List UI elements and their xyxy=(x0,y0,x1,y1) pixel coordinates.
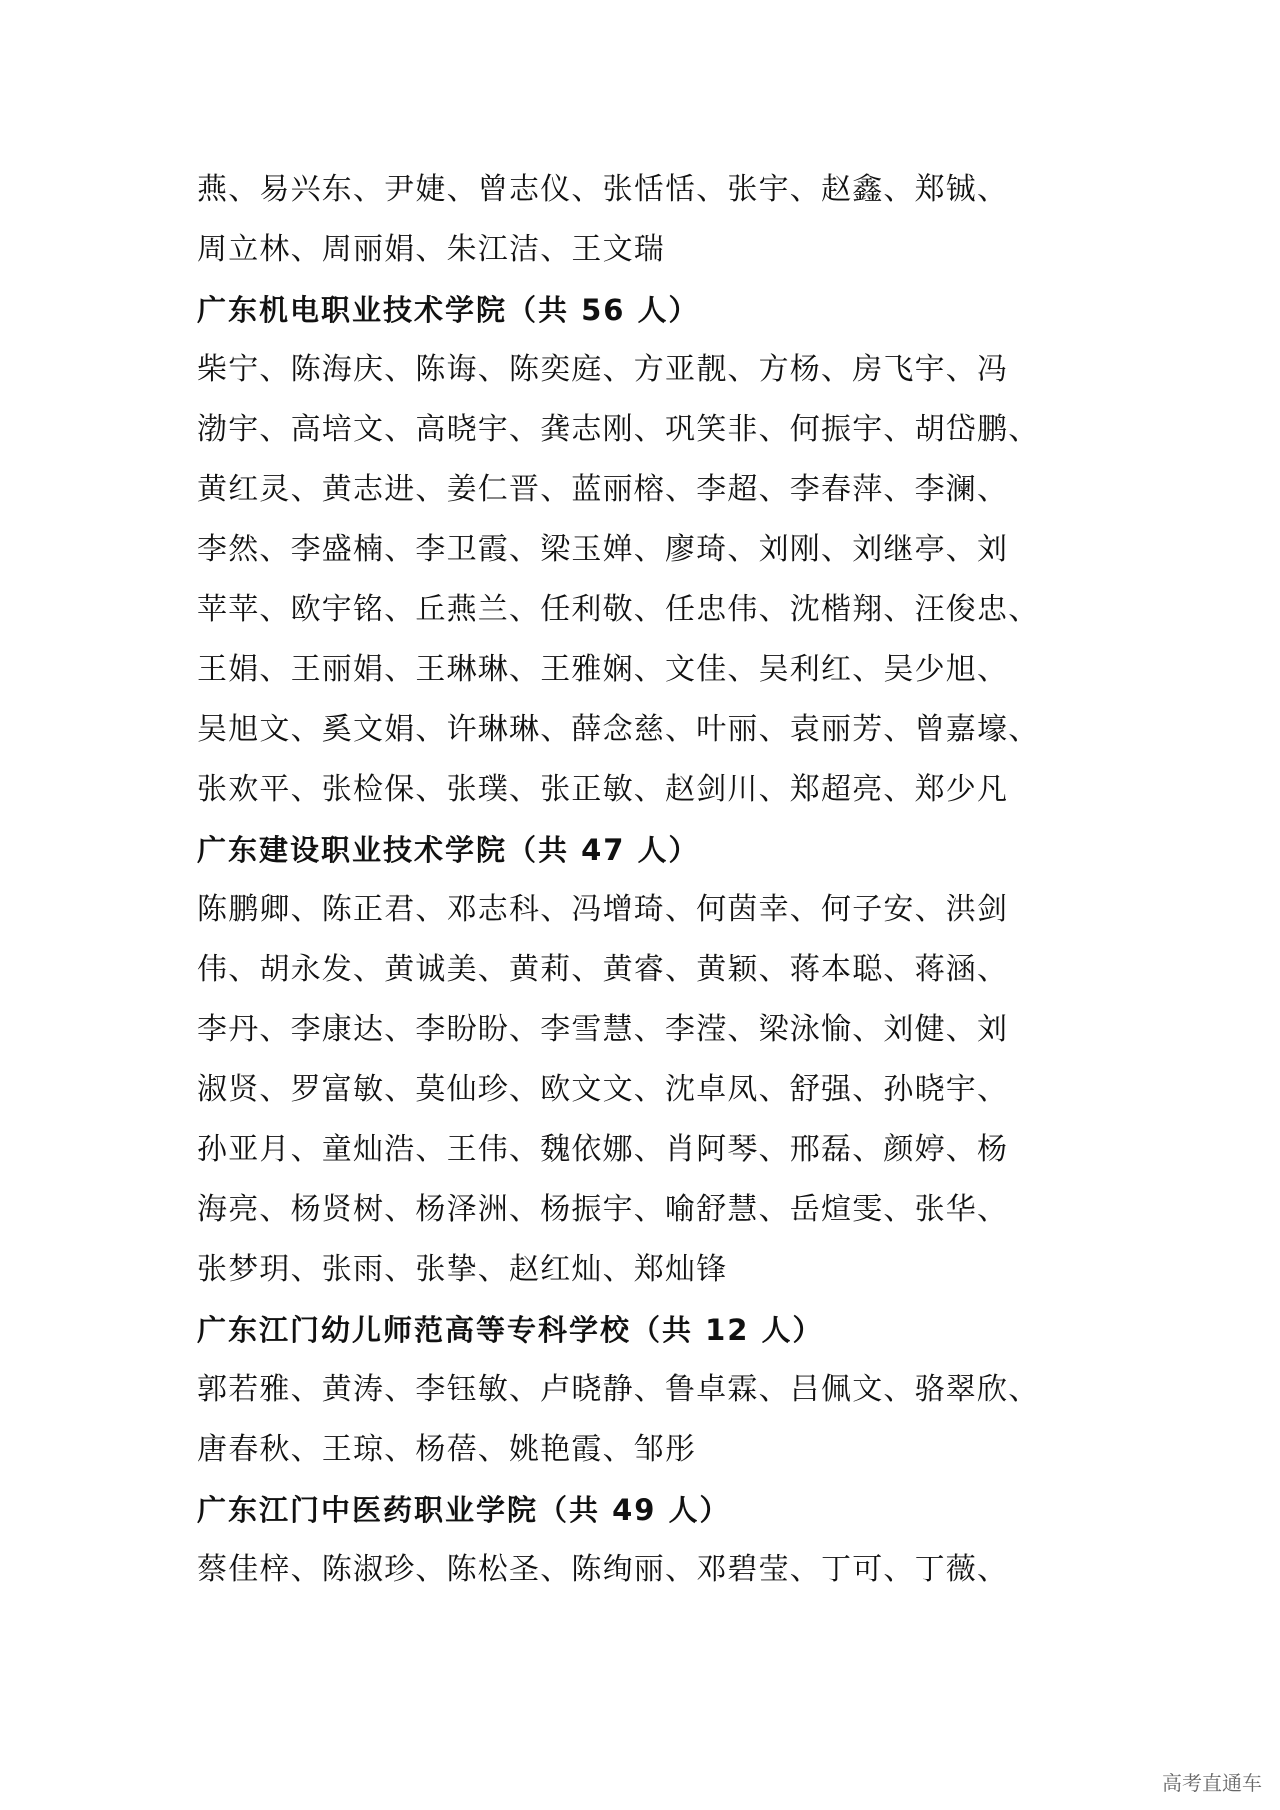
name-line: 李然、李盛楠、李卫霞、梁玉婵、廖琦、刘刚、刘继亭、刘 xyxy=(197,532,1009,567)
name-line: 柴宁、陈海庆、陈诲、陈奕庭、方亚靓、方杨、房飞宇、冯 xyxy=(197,352,1009,387)
name-line: 李丹、李康达、李盼盼、李雪慧、李滢、梁泳愉、刘健、刘 xyxy=(197,1012,1009,1047)
section-jiangmen-preschool xyxy=(197,1300,1087,1480)
name-line: 陈鹏卿、陈正君、邓志科、冯增琦、何茵幸、何子安、洪剑 xyxy=(197,892,1009,927)
name-line: 燕、易兴东、尹婕、曾志仪、张恬恬、张宇、赵鑫、郑铖、 xyxy=(197,172,1009,207)
name-line: 孙亚月、童灿浩、王伟、魏依娜、肖阿琴、邢磊、颜婷、杨 xyxy=(197,1132,1009,1167)
school-heading: 广东江门幼儿师范高等专科学校（共 12 人） xyxy=(197,1313,824,1347)
school-heading: 广东建设职业技术学院（共 47 人） xyxy=(197,833,700,867)
name-line: 苹苹、欧宇铭、丘燕兰、任利敬、任忠伟、沈楷翔、汪俊忠、 xyxy=(197,592,1040,627)
section-guangdong-electromechanical xyxy=(197,280,1087,820)
watermark-text: 高考直通车 xyxy=(1162,1771,1262,1795)
name-line: 蔡佳梓、陈淑珍、陈松圣、陈绚丽、邓碧莹、丁可、丁薇、 xyxy=(197,1552,1009,1587)
document-page xyxy=(197,160,1087,1600)
name-line: 伟、胡永发、黄诚美、黄莉、黄睿、黄颖、蒋本聪、蒋涵、 xyxy=(197,952,1009,987)
section-guangdong-construction xyxy=(197,820,1087,1300)
name-line: 张欢平、张检保、张璞、张正敏、赵剑川、郑超亮、郑少凡 xyxy=(197,772,1009,807)
name-line: 唐春秋、王琼、杨蓓、姚艳霞、邹彤 xyxy=(197,1432,697,1467)
name-line: 吴旭文、奚文娟、许琳琳、薛念慈、叶丽、袁丽芳、曾嘉壕、 xyxy=(197,712,1040,747)
name-line: 渤宇、高培文、高晓宇、龚志刚、巩笑非、何振宇、胡岱鹏、 xyxy=(197,412,1040,447)
name-line: 张梦玥、张雨、张挚、赵红灿、郑灿锋 xyxy=(197,1252,728,1287)
name-line: 黄红灵、黄志进、姜仁晋、蓝丽榕、李超、李春萍、李澜、 xyxy=(197,472,1009,507)
name-line: 淑贤、罗富敏、莫仙珍、欧文文、沈卓凤、舒强、孙晓宇、 xyxy=(197,1072,1009,1107)
name-line: 周立林、周丽娟、朱江洁、王文瑞 xyxy=(197,232,665,267)
section-continued xyxy=(197,160,1087,280)
name-line: 郭若雅、黄涛、李钰敏、卢晓静、鲁卓霖、吕佩文、骆翠欣、 xyxy=(197,1372,1040,1407)
school-heading: 广东机电职业技术学院（共 56 人） xyxy=(197,293,700,327)
name-line: 海亮、杨贤树、杨泽洲、杨振宇、喻舒慧、岳煊雯、张华、 xyxy=(197,1192,1009,1227)
name-line: 王娟、王丽娟、王琳琳、王雅娴、文佳、吴利红、吴少旭、 xyxy=(197,652,1009,687)
section-jiangmen-tcm xyxy=(197,1480,1087,1600)
school-heading: 广东江门中医药职业学院（共 49 人） xyxy=(197,1493,731,1527)
